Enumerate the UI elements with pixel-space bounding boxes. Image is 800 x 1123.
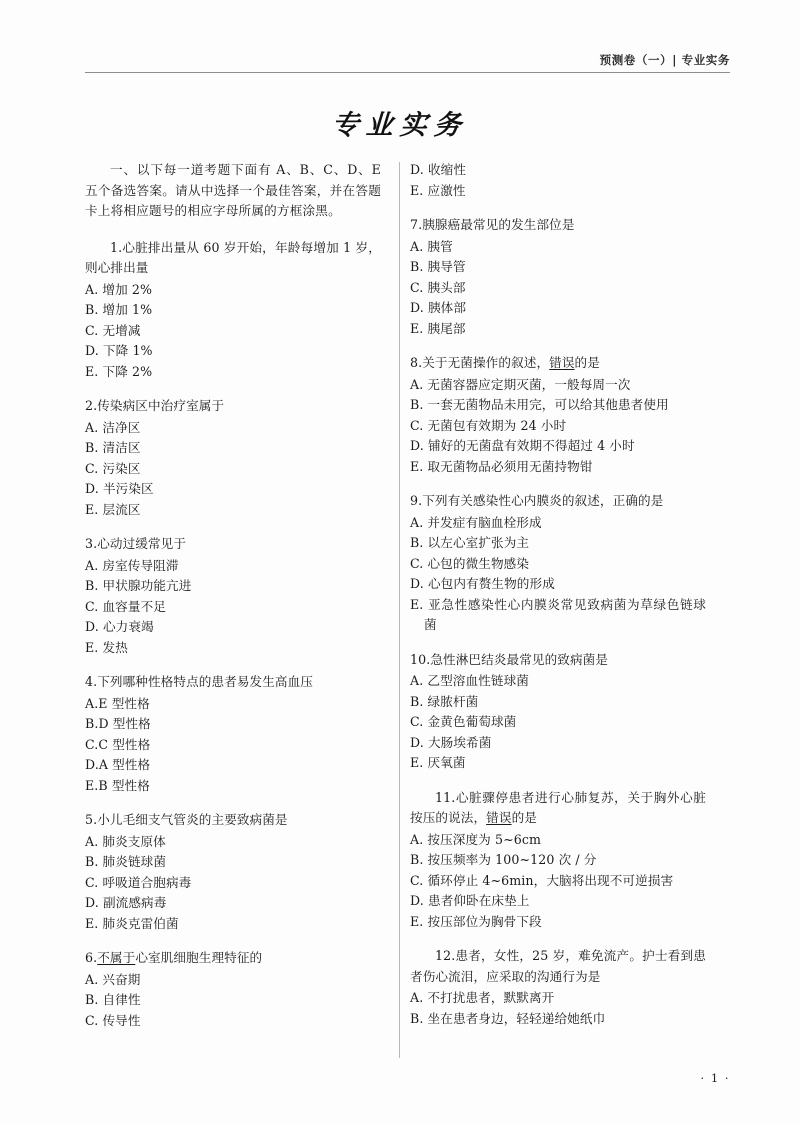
- emphasis-underline: 不属于: [97, 950, 136, 965]
- answer-option[interactable]: A. 胰管: [410, 238, 453, 254]
- answer-option[interactable]: E. 层流区: [85, 501, 141, 517]
- answer-option[interactable]: A. 增加 2%: [85, 281, 153, 297]
- answer-option[interactable]: A. 肺炎支原体: [85, 833, 166, 849]
- answer-option[interactable]: B. 绿脓杆菌: [410, 693, 479, 709]
- instructions-paragraph: 一、以下每一道考题下面有 A、B、C、D、E 五个备选答案。请从中选择一个最佳答案，并在答题卡上将相应题号的相应字母所属的方框涂黑。: [85, 162, 381, 218]
- question-number: 3.: [85, 536, 98, 551]
- answer-option[interactable]: D. 半污染区: [85, 481, 154, 496]
- question-stem: 5.小儿毛细支气管炎的主要致病菌是: [85, 812, 288, 827]
- answer-option[interactable]: E. 下降 2%: [85, 363, 153, 379]
- answer-option[interactable]: C. 传导性: [85, 1012, 141, 1028]
- question-number: 4.: [85, 674, 98, 689]
- answer-option[interactable]: A. 并发症有脑血栓形成: [410, 514, 542, 530]
- answer-option[interactable]: A. 不打扰患者，默默离开: [410, 990, 555, 1005]
- question-number: 2.: [85, 398, 98, 413]
- answer-option[interactable]: E. 按压部位为胸骨下段: [410, 913, 542, 929]
- left-question-list: [85, 238, 381, 1032]
- question-block: [410, 215, 706, 339]
- answer-option[interactable]: D. 收缩性: [410, 162, 467, 177]
- answer-option[interactable]: D. 胰体部: [410, 300, 467, 315]
- two-column-body: [85, 160, 730, 1065]
- answer-option[interactable]: B. 自律性: [85, 992, 141, 1007]
- answer-option[interactable]: A.E 型性格: [85, 695, 150, 711]
- answer-option[interactable]: D. 铺好的无菌盘有效期不得超过 4 小时: [410, 438, 635, 453]
- answer-option[interactable]: D. 心力衰竭: [85, 619, 154, 634]
- question-number: 12.: [435, 948, 456, 963]
- answer-option[interactable]: C. 循环停止 4~6min，大脑将出现不可逆损害: [410, 872, 674, 888]
- answer-option[interactable]: C. 胰头部: [410, 279, 466, 295]
- question-block: [410, 788, 706, 933]
- question-number: 8.: [410, 355, 423, 370]
- answer-option[interactable]: D. 副流感病毒: [85, 895, 167, 910]
- question-number: 9.: [410, 493, 423, 508]
- answer-option[interactable]: C. 污染区: [85, 460, 141, 476]
- question-block: [85, 396, 381, 520]
- answer-option[interactable]: B.D 型性格: [85, 716, 151, 731]
- answer-option[interactable]: E. 取无菌物品必须用无菌持物钳: [410, 458, 593, 474]
- answer-option[interactable]: A. 房室传导阻滞: [85, 557, 179, 573]
- answer-option[interactable]: C. 无菌包有效期为 24 小时: [410, 417, 567, 433]
- question-number: 1.: [110, 239, 123, 255]
- question-block: [410, 650, 706, 774]
- question-block: [85, 948, 381, 1031]
- question-number: 5.: [85, 812, 98, 827]
- answer-option[interactable]: D. 下降 1%: [85, 343, 153, 358]
- question-number: 6.: [85, 950, 98, 965]
- page-title: 专业实务: [331, 110, 469, 141]
- question-stem: 1.心脏排出量从 60 岁开始，年龄每增加 1 岁，则心排出量: [85, 239, 381, 275]
- answer-option[interactable]: B. 清洁区: [85, 440, 141, 455]
- question-block: [85, 534, 381, 658]
- question-stem: 6.不属于心室肌细胞生理特征的: [85, 950, 263, 965]
- question-number: 11.: [435, 789, 456, 805]
- answer-option[interactable]: C. 心包的微生物感染: [410, 555, 530, 571]
- emphasis-underline: 错误: [549, 355, 575, 370]
- question-stem: 4.下列哪种性格特点的患者易发生高血压: [85, 674, 314, 689]
- answer-option[interactable]: B. 按压频率为 100~120 次 / 分: [410, 852, 597, 867]
- emphasis-underline: 错误: [486, 810, 512, 825]
- question-stem: 12.患者，女性，25 岁，难免流产。护士看到患者伤心流泪，应采取的沟通行为是: [410, 948, 706, 984]
- question-block: [85, 238, 381, 383]
- question-number: 10.: [410, 651, 431, 667]
- question-block: [410, 353, 706, 477]
- answer-option[interactable]: E.B 型性格: [85, 777, 150, 793]
- question-number: 7.: [410, 217, 423, 232]
- answer-option[interactable]: E. 胰尾部: [410, 320, 466, 336]
- answer-option[interactable]: A. 乙型溶血性链球菌: [410, 673, 529, 688]
- answer-option[interactable]: E. 亚急性感染性心内膜炎常见致病菌为草绿色链球菌: [410, 596, 706, 632]
- question-block: [85, 810, 381, 934]
- answer-option[interactable]: D. 大肠埃希菌: [410, 734, 492, 750]
- answer-option[interactable]: C. 无增减: [85, 322, 141, 338]
- answer-option[interactable]: B. 甲状腺功能亢进: [85, 578, 192, 593]
- answer-option[interactable]: C. 金黄色葡萄球菌: [410, 714, 517, 729]
- question-block: [410, 491, 706, 636]
- question-stem: 10.急性淋巴结炎最常见的致病菌是: [410, 651, 609, 667]
- question-stem: 11.心脏骤停患者进行心肺复苏，关于胸外心脏按压的说法，错误的是: [410, 789, 706, 825]
- answer-option[interactable]: D. 心包内有赘生物的形成: [410, 576, 555, 591]
- question-stem: 3.心动过缓常见于: [85, 536, 187, 551]
- answer-option[interactable]: B. 肺炎链球菌: [85, 854, 167, 869]
- page-number: · 1 ·: [700, 1071, 730, 1085]
- right-column: [410, 160, 706, 1065]
- answer-option[interactable]: C. 血容量不足: [85, 598, 166, 614]
- answer-option[interactable]: B. 胰导管: [410, 259, 466, 274]
- left-column: [85, 160, 381, 1065]
- answer-option[interactable]: A. 兴奋期: [85, 971, 141, 987]
- answer-option[interactable]: A. 洁净区: [85, 419, 141, 435]
- page-header: [85, 52, 730, 76]
- answer-option[interactable]: B. 一套无菌物品未用完，可以给其他患者使用: [410, 397, 669, 412]
- header-divider-rule: [85, 72, 730, 73]
- answer-option[interactable]: E. 肺炎克雷伯菌: [85, 915, 179, 931]
- answer-option[interactable]: B. 以左心室扩张为主: [410, 535, 530, 550]
- answer-option[interactable]: E. 发热: [85, 639, 128, 655]
- answer-option[interactable]: E. 厌氧菌: [410, 755, 466, 770]
- answer-option[interactable]: A. 无菌容器应定期灭菌，一般每周一次: [410, 376, 631, 392]
- right-question-list: [410, 215, 706, 1029]
- running-head: 预测卷（一）| 专业实务: [599, 53, 730, 67]
- answer-option[interactable]: D.A 型性格: [85, 757, 151, 772]
- answer-option[interactable]: C. 呼吸道合胞病毒: [85, 874, 192, 890]
- answer-option[interactable]: E. 应激性: [410, 182, 466, 198]
- question-stem: 2.传染病区中治疗室属于: [85, 398, 225, 413]
- question-block: [410, 946, 706, 1029]
- answer-option[interactable]: A. 按压深度为 5~6cm: [410, 831, 542, 847]
- answer-option[interactable]: B. 坐在患者身边，轻轻递给她纸巾: [410, 1010, 606, 1026]
- question-stem: 8.关于无菌操作的叙述，错误的是: [410, 355, 600, 370]
- question-block: [410, 160, 706, 201]
- answer-option[interactable]: D. 患者仰卧在床垫上: [410, 893, 530, 908]
- carryover-option-list: [410, 160, 706, 201]
- answer-option[interactable]: C.C 型性格: [85, 736, 151, 752]
- question-block: [85, 672, 381, 796]
- column-divider: [399, 162, 400, 1058]
- answer-option[interactable]: B. 增加 1%: [85, 302, 153, 317]
- question-stem: 7.胰腺癌最常见的发生部位是: [410, 217, 575, 232]
- question-stem: 9.下列有关感染性心内膜炎的叙述，正确的是: [410, 493, 664, 508]
